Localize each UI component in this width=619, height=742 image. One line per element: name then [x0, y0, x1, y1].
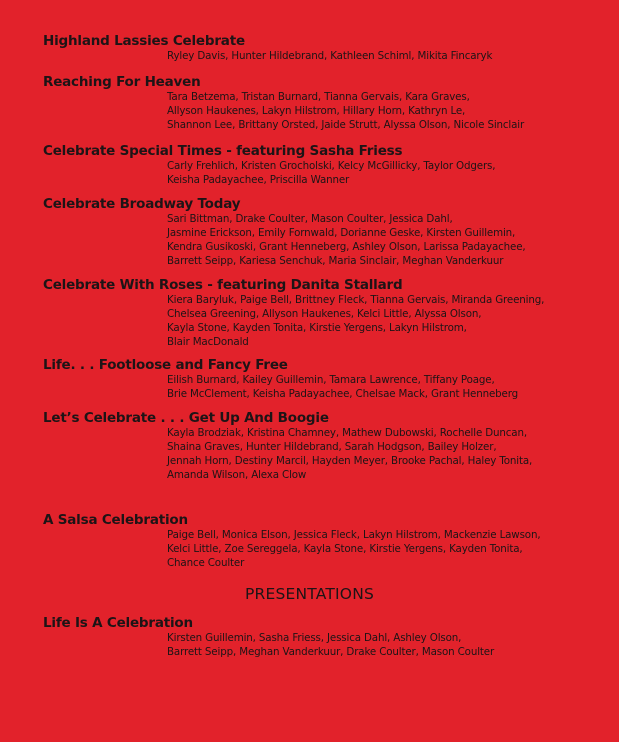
act-title: Life Is A Celebration	[43, 615, 193, 631]
act-celebrate-broadway-today	[43, 196, 603, 268]
act-title: Celebrate Special Times - featuring Sasha Friess	[43, 143, 403, 159]
performer-list: Eilish Burnard, Kailey Guillemin, Tamara Lawrence, Tiffany Poage, Brie McClement, Keisha Padayachee, Chelsae Mack, Grant Henneberg	[167, 374, 519, 400]
performer-list: Kirsten Guillemin, Sasha Friess, Jessica Dahl, Ashley Olson, Barrett Seipp, Meghan Vanderkuur, Drake Coulter, Mason Coulter	[167, 632, 495, 658]
act-title: Highland Lassies Celebrate	[43, 33, 245, 49]
act-title: Celebrate With Roses - featuring Danita Stallard	[43, 277, 403, 293]
performer-list: Paige Bell, Monica Elson, Jessica Fleck, Lakyn Hilstrom, Mackenzie Lawson, Kelci Little, Zoe Sereggela, Kayla Stone, Kirstie Yergens, Kayden Tonita, Chance Coulter	[167, 529, 541, 569]
act-title: Let’s Celebrate . . . Get Up And Boogie	[43, 410, 329, 426]
performer-list: Carly Frehlich, Kristen Grocholski, Kelcy McGillicky, Taylor Odgers, Keisha Padayachee, Priscilla Wanner	[167, 160, 496, 186]
performer-list: Sari Bittman, Drake Coulter, Mason Coulter, Jessica Dahl, Jasmine Erickson, Emily Fornwald, Dorianne Geske, Kirsten Guillemin, Kendra Gusikoski, Grant Henneberg, Ashley Olson, Larissa Padayachee, Barrett Seipp, Kariesa Senchuk, Maria Sinclair, Meghan Vanderkuur	[167, 213, 526, 267]
act-title: Celebrate Broadway Today	[43, 196, 241, 212]
performer-list: Ryley Davis, Hunter Hildebrand, Kathleen Schiml, Mikita Fincaryk	[167, 50, 493, 62]
act-celebrate-with-roses	[43, 277, 603, 349]
act-highland-lassies	[43, 33, 603, 63]
act-lets-celebrate-get-up-and-boogie	[43, 410, 603, 482]
act-footloose-and-fancy-free	[43, 357, 603, 401]
act-celebrate-special-times	[43, 143, 603, 187]
act-title: A Salsa Celebration	[43, 512, 188, 528]
act-reaching-for-heaven	[43, 74, 603, 132]
performer-list: Kayla Brodziak, Kristina Chamney, Mathew Dubowski, Rochelle Duncan, Shaina Graves, Hunter Hildebrand, Sarah Hodgson, Bailey Holzer, Jennah Horn, Destiny Marcil, Hayden Meyer, Brooke Pachal, Haley Tonita, Amanda Wilson, Alexa Clow	[167, 427, 533, 481]
performer-list: Kiera Baryluk, Paige Bell, Brittney Fleck, Tianna Gervais, Miranda Greening, Chelsea Greening, Allyson Haukenes, Kelci Little, Alyssa Olson, Kayla Stone, Kayden Tonita, Kirstie Yergens, Lakyn Hilstrom, Blair MacDonald	[167, 294, 545, 348]
act-salsa-celebration	[43, 512, 603, 570]
presentations-heading: PRESENTATIONS	[244, 585, 375, 603]
performer-list: Tara Betzema, Tristan Burnard, Tianna Gervais, Kara Graves, Allyson Haukenes, Lakyn Hilstrom, Hillary Horn, Kathryn Le, Shannon Lee, Brittany Orsted, Jaide Strutt, Alyssa Olson, Nicole Sinclair	[167, 91, 525, 131]
act-title: Life. . . Footloose and Fancy Free	[43, 357, 288, 373]
act-title: Reaching For Heaven	[43, 74, 201, 90]
act-life-is-a-celebration	[43, 615, 603, 659]
